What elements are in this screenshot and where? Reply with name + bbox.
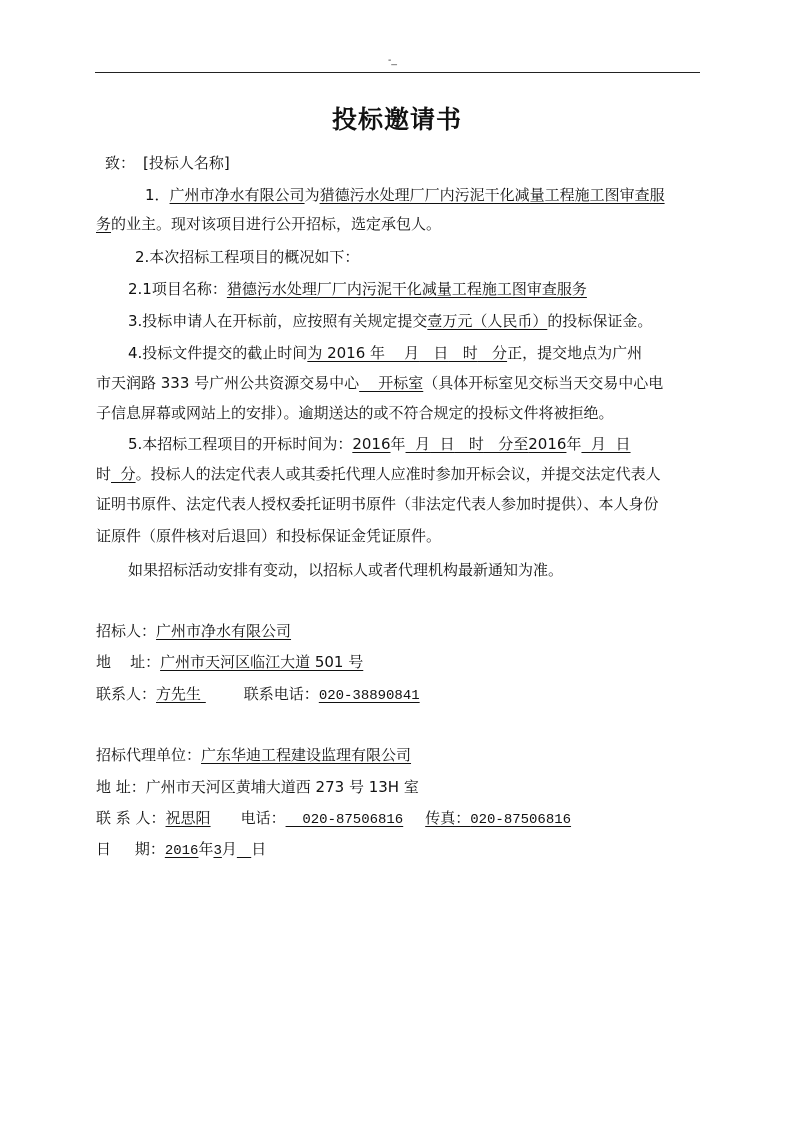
agent-label: 招标代理单位： bbox=[96, 746, 202, 764]
open-day-2: 日 bbox=[606, 435, 631, 453]
tenderer-phone-label: 联系电话： bbox=[243, 685, 319, 703]
date-label: 日 期： bbox=[96, 840, 165, 858]
agent-address-label: 地 址： bbox=[96, 778, 146, 796]
tenderer-contact: 方先生 bbox=[156, 685, 206, 703]
deadline-hour: 时 bbox=[448, 344, 478, 362]
project-name-label: 2.1项目名称： bbox=[128, 280, 227, 298]
item-5-line-2 bbox=[96, 464, 661, 484]
tenderer-name: 广州市净水有限公司 bbox=[156, 622, 292, 640]
item-3-pre: 3.投标申请人在开标前，应按照有关规定提交 bbox=[128, 312, 428, 330]
open-hour-2: 时 bbox=[96, 465, 112, 483]
open-month-1: 月 bbox=[405, 435, 431, 453]
agent-address-row bbox=[96, 777, 419, 797]
bid-room: 开标室 bbox=[359, 374, 424, 392]
item-3-post: 的投标保证金。 bbox=[547, 312, 653, 330]
agent-fax-label: 传真： bbox=[425, 809, 471, 827]
item-5-line-1 bbox=[128, 434, 631, 454]
tenderer-phone: 020-38890841 bbox=[318, 688, 420, 704]
tenderer-contact-label: 联系人： bbox=[96, 685, 157, 703]
date-year-unit: 年 bbox=[198, 840, 214, 858]
deposit-amount: 壹万元（人民币） bbox=[427, 312, 548, 330]
salutation bbox=[105, 153, 230, 173]
item-4-line-3: 子信息屏幕或网站上的安排）。逾期送达的或不符合规定的投标文件将被拒绝。 bbox=[96, 404, 614, 422]
agent-contact-row bbox=[96, 808, 571, 830]
item-1-number: 1． bbox=[145, 186, 170, 204]
deadline-date: 为 2016 年 月 bbox=[307, 344, 420, 362]
open-year-1-unit: 年 bbox=[390, 435, 406, 453]
recipient-placeholder: [投标人名称] bbox=[143, 154, 230, 172]
item-2-1 bbox=[128, 279, 587, 299]
tenderer-address-row bbox=[96, 652, 363, 672]
deadline-minute: 分 bbox=[477, 344, 508, 362]
agent-fax: 020-87506816 bbox=[470, 812, 572, 828]
agent-date-row bbox=[96, 839, 266, 861]
item-5-line-3: 证明书原件、法定代表人授权委托证明书原件（非法定代表人参加时提供）、本人身份 bbox=[96, 495, 659, 513]
open-month-2: 月 bbox=[581, 435, 606, 453]
agent-contact: 祝思阳 bbox=[165, 809, 211, 827]
item-3 bbox=[128, 311, 652, 331]
change-note: 如果招标活动安排有变动，以招标人或者代理机构最新通知为准。 bbox=[128, 561, 564, 579]
deadline-day: 日 bbox=[419, 344, 449, 362]
item-4-line-1 bbox=[128, 343, 642, 363]
agent-name-row bbox=[96, 745, 411, 765]
agent-address: 广州市天河区黄埔大道西 273 号 13H 室 bbox=[145, 778, 419, 796]
date-year: 2016 bbox=[164, 843, 199, 859]
agent-phone-label: 电话： bbox=[240, 809, 286, 827]
open-minute-2: 分 bbox=[111, 465, 136, 483]
item-4-pre: 4.投标文件提交的截止时间 bbox=[128, 344, 308, 362]
item-5-line-4: 证原件（原件核对后退回）和投标保证金凭证原件。 bbox=[96, 527, 442, 545]
item-1-tail: 的业主。现对该项目进行公开招标，选定承包人。 bbox=[111, 215, 442, 233]
tenderer-contact-row bbox=[96, 684, 420, 706]
open-year-2-unit: 年 bbox=[566, 435, 582, 453]
tenderer-address-label: 地 址： bbox=[96, 653, 161, 671]
item-4-line-2-post: （具体开标室见交标当天交易中心电 bbox=[423, 374, 664, 392]
item-5-pre: 5.本招标工程项目的开标时间为： bbox=[128, 435, 353, 453]
project-name-value: 猎德污水处理厂厂内污泥干化减量工程施工图审查服务 bbox=[226, 280, 587, 298]
date-month-unit: 月 bbox=[221, 840, 237, 858]
item-1-connector: 为 bbox=[304, 186, 320, 204]
item-1-line-1 bbox=[145, 185, 665, 205]
owner-name: 广州市净水有限公司 bbox=[169, 186, 305, 204]
open-year-2: 2016 bbox=[528, 435, 567, 453]
date-day-unit: 日 bbox=[251, 840, 267, 858]
agent-phone: 020-87506816 bbox=[285, 812, 404, 828]
open-minute-1: 分至 bbox=[483, 435, 529, 453]
item-2: 2.本次招标工程项目的概况如下： bbox=[135, 248, 360, 266]
header-rule bbox=[95, 72, 700, 73]
date-day bbox=[237, 840, 251, 858]
agent-name: 广东华迪工程建设监理有限公司 bbox=[201, 746, 412, 764]
tenderer-address: 广州市天河区临江大道 501 号 bbox=[160, 653, 364, 671]
project-name-part-2: 务 bbox=[96, 215, 112, 233]
open-year-1: 2016 bbox=[352, 435, 391, 453]
open-day-1: 日 bbox=[430, 435, 455, 453]
page-title: 投标邀请书 bbox=[331, 105, 462, 134]
header-mark: -_ bbox=[388, 55, 397, 66]
item-5-line-2-post: 。投标人的法定代表人或其委托代理人应准时参加开标会议，并提交法定代表人 bbox=[135, 465, 661, 483]
item-1-line-2 bbox=[96, 214, 441, 234]
tenderer-label: 招标人： bbox=[96, 622, 157, 640]
item-4-post: 正，提交地点为广州 bbox=[507, 344, 643, 362]
salutation-to: 致： bbox=[105, 154, 136, 172]
tenderer-name-row bbox=[96, 621, 291, 641]
project-name-part-1: 猎德污水处理厂厂内污泥干化减量工程施工图审查服 bbox=[319, 186, 665, 204]
agent-contact-label: 联 系 人： bbox=[96, 809, 166, 827]
submission-address: 市天润路 333 号广州公共资源交易中心 bbox=[96, 374, 360, 392]
open-hour-1: 时 bbox=[454, 435, 484, 453]
date-month: 3 bbox=[213, 843, 222, 859]
item-4-line-2 bbox=[96, 373, 663, 393]
